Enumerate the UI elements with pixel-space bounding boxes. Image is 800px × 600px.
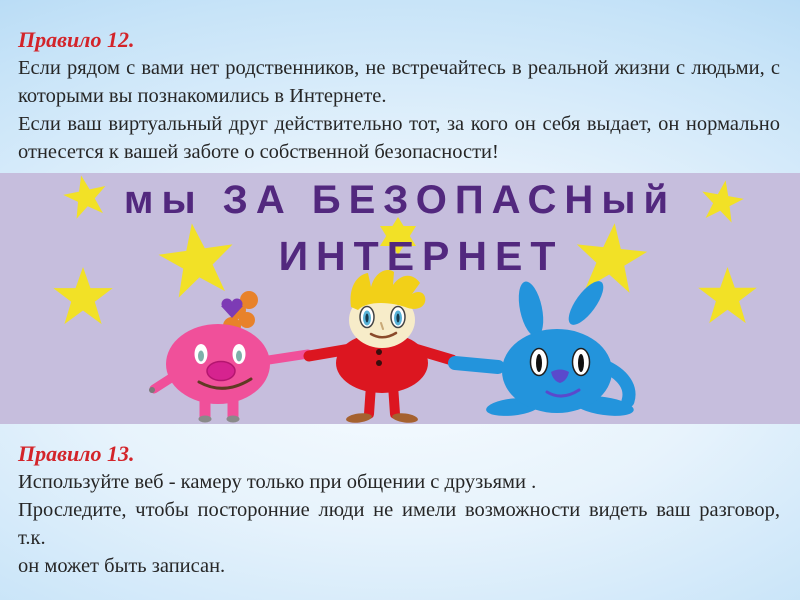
rule13-line: он может быть записан. xyxy=(18,555,226,577)
rule13-line: Используйте веб - камеру только при общении с друзьями . xyxy=(18,471,537,493)
banner-title-line2: ИНТЕРНЕТ xyxy=(278,233,564,279)
rule13-block xyxy=(18,440,780,580)
blue-rabbit-character xyxy=(455,276,635,419)
rule13-line: Проследите, чтобы посторонние люди не имели возможности видеть ваш разговор, т.к. xyxy=(18,499,780,549)
rule12-line: Если ваш виртуальный друг действительно тот, за кого он себя выдает, он нормально xyxy=(18,113,780,135)
rule12-line: которыми вы познакомились в Интернете. xyxy=(18,85,387,107)
safe-internet-banner xyxy=(0,173,800,424)
blond-egg-boy-character xyxy=(309,270,452,424)
rule12-line: отнесется к вашей заботе о собственной безопасности! xyxy=(18,141,499,163)
rule13-title: Правило 13. xyxy=(18,441,135,466)
rule12-block xyxy=(18,26,780,166)
pink-piglet-character xyxy=(149,291,308,423)
rule12-line: Если рядом с вами нет родственников, не встречайтесь в реальной жизни с людьми, с xyxy=(18,57,780,79)
banner-title-line1: мы ЗА БЕЗОПАСНый xyxy=(123,178,677,222)
rule12-title: Правило 12. xyxy=(18,27,135,52)
